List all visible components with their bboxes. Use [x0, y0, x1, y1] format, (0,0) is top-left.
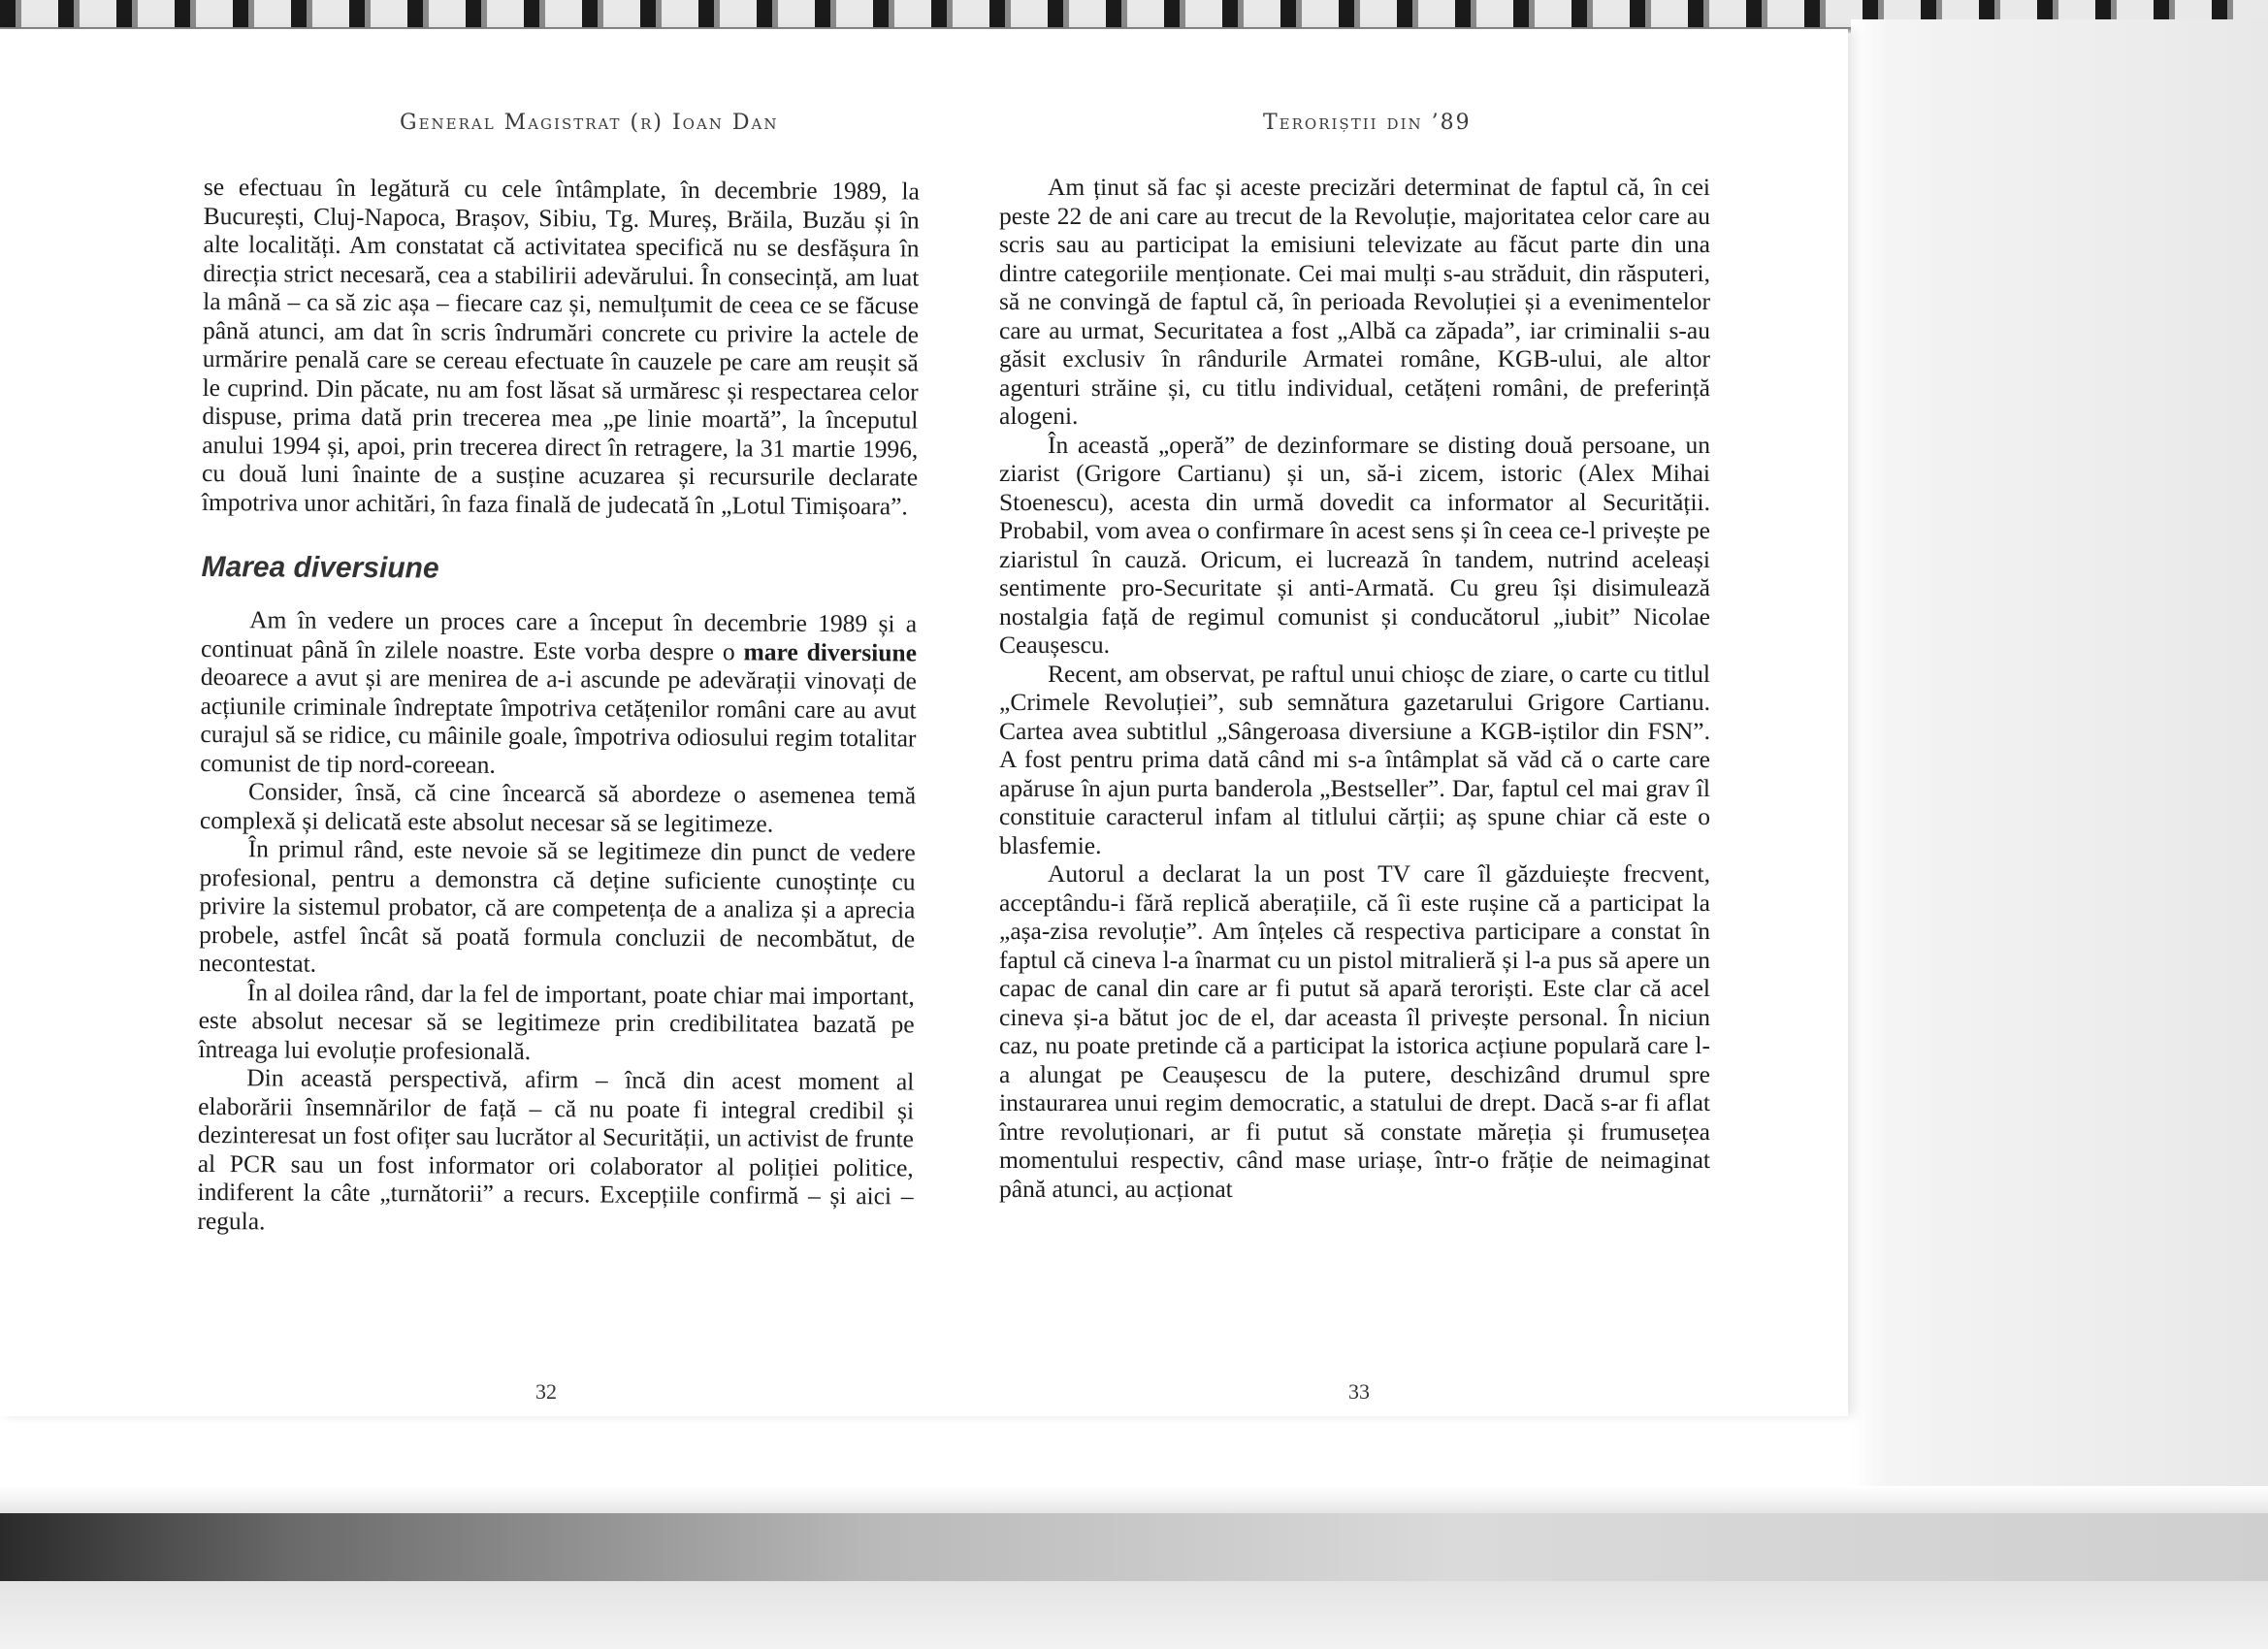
section-heading: Marea diversiune [201, 550, 439, 585]
paragraph: Autorul a declarat la un post TV care îl găzduiește frecvent, acceptându-i fără replică aberațiile, că îi este rușine că a participat la „așa-zisa revoluție”. Am înțeles că respectiva participare a constat în faptul că cineva l-a înarmat cu un pistol mitralieră și l-a pus să apere un capac de canal din care ar fi putut să apară teroriști. Este clar că acel cineva și-a bătut joc de el, dar aceasta îl privește personal. În niciun caz, nu poate pretinde că a participat la istorica acțiune populară care l-a alungat pe Ceaușescu de la putere, deschizând drumul spre instaurarea unui regim democratic, a statului de drept. Dacă s-ar fi aflat între revoluționari, ar fi putut să constate măreția și frumusețea momentului respectiv, când mase uriașe, într-o frăție de neimaginat până atunci, au acționat [999, 859, 1710, 1203]
text-run: deoarece a avut și are menirea de a-i ascunde pe adevărații vinovați de acțiunile criminale îndreptate împotriva cetățenilor români care au avut curajul să se ridice, cu mâinile goale, împotriva odiosului regim totalitar comunist de tip nord-coreean. [200, 662, 917, 779]
paragraph: Am ținut să fac și aceste precizări determinat de faptul că, în cei peste 22 de ani care au trecut de la Revoluție, majoritatea celor care au scris sau au participat la emisiuni televizate au făcut parte din una dintre categoriile menționate. Cei mai mulți s-au străduit, din răsputeri, să ne convingă de faptul că, în perioada Revoluției și a evenimentelor care au urmat, Securitatea a fost „Albă ca zăpada”, iar criminalii s-au găsit exclusiv în rândurile Armatei române, KGB-ului, ale altor agenturi străine și, cu titlu individual, cetățeni români, de preferință alogeni. [999, 173, 1710, 430]
paragraph: Consider, însă, că cine încearcă să abordeze o asemenea temă complexă și delicată este absolut necesar să se legitimeze. [199, 777, 917, 838]
paragraph: În această „operă” de dezinformare se disting două persoane, un ziarist (Grigore Cartianu) și un, să-i zicem, istoric (Alex Mihai Stoenescu), acesta din urmă dovedit ca informator al Securității. Probabil, vom avea o confirmare în acest sens și în ceea ce-l privește pe ziaristul în cauză. Oricum, ei lucrează în tandem, nutrind aceleași sentimente pro-Securitate și anti-Armată. Cu greu își disimulează nostalgia față de regimul comunist și conducătorul „iubit” Nicolae Ceaușescu. [999, 430, 1710, 659]
page-number-right: 33 [1348, 1379, 1370, 1404]
paragraph: În primul rând, este nevoie să se legitimeze din punct de vedere profesional, pentru a demonstra că deține suficiente cunoștințe cu privire la sistemul probator, că are competența de a analiza și a aprecia probele, astfel încât să poată formula concluzii de necombătut, de necontestat. [198, 834, 916, 978]
paragraph [200, 605, 917, 782]
right-page-column [999, 173, 1710, 1203]
page-number-left: 32 [535, 1379, 557, 1404]
scan-background [1851, 19, 2268, 1571]
running-head-left: General Magistrat (r) Ioan Dan [400, 111, 779, 135]
text-run: Am în vedere un proces care a început în decembrie 1989 și a continuat până în zilele noastre. Este vorba despre o [200, 605, 918, 665]
paragraph: se efectuau în legătură cu cele întâmplate, în decembrie 1989, la București, Cluj-Napoca, Brașov, Sibiu, Tg. Mureș, Brăila, Buzău și în alte localități. Am constatat că activitatea specifică nu se desfășura în direcția strict necesară, cea a stabilirii adevărului. În consecință, am luat la mână – ca să zic așa – fiecare caz și, nemulțumit de ceea ce se făcuse până atunci, am dat în scris îndrumări concrete cu privire la actele de urmărire penală care se cereau efectuate în cauzele pe care am reușit să le cuprind. Din păcate, nu am fost lăsat să urmăresc și respectarea celor dispuse, prima dată prin trecerea mea „pe linie moartă”, la începutul anului 1994 și, apoi, prin trecerea direct în retragere, la 31 martie 1996, cu două luni înainte de a susține acuzarea și recursurile declarate împotriva unor achitări, în faza finală de judecată în „Lotul Timișoara”. [201, 173, 920, 520]
paragraph: Din această perspectivă, afirm – încă din acest moment al elaborării însemnărilor de față – că nu poate fi integral credibil și dezinteresat un fost ofițer sau lucrător al Securității, un activist de frunte al PCR sau un fost informator ori colaborator al poliției politice, indiferent la câte „turnătorii” a recurs. Excepțiile confirmă – și aici – regula. [197, 1063, 915, 1235]
paragraph: În al doilea rând, dar la fel de important, poate chiar mai important, este absolut necesar să se legitimeze prin credibilitatea bazată pe întreaga lui evoluție profesională. [198, 977, 915, 1065]
page-edge-shadow [0, 1513, 2268, 1581]
bold-term: mare diversiune [743, 636, 918, 666]
scan-bottom [0, 1581, 2268, 1649]
paragraph: Recent, am observat, pe raftul unui chioșc de ziare, o carte cu titlul „Crimele Revoluției”, sub semnătura gazetarului Grigore Cartianu. Cartea avea subtitlul „Sângeroasa diversiune a KGB-iștilor din FSN”. A fost pentru prima dată când mi s-a întâmplat să văd că o carte care apăruse în ajun purta banderola „Bestseller”. Dar, faptul cel mai grav îl constituie caracterul infam al titlului cărții; aș spune chiar că este o blasfemie. [999, 659, 1710, 859]
running-head-right: Teroriștii din ’89 [1263, 111, 1472, 135]
left-page-column [197, 173, 920, 1239]
